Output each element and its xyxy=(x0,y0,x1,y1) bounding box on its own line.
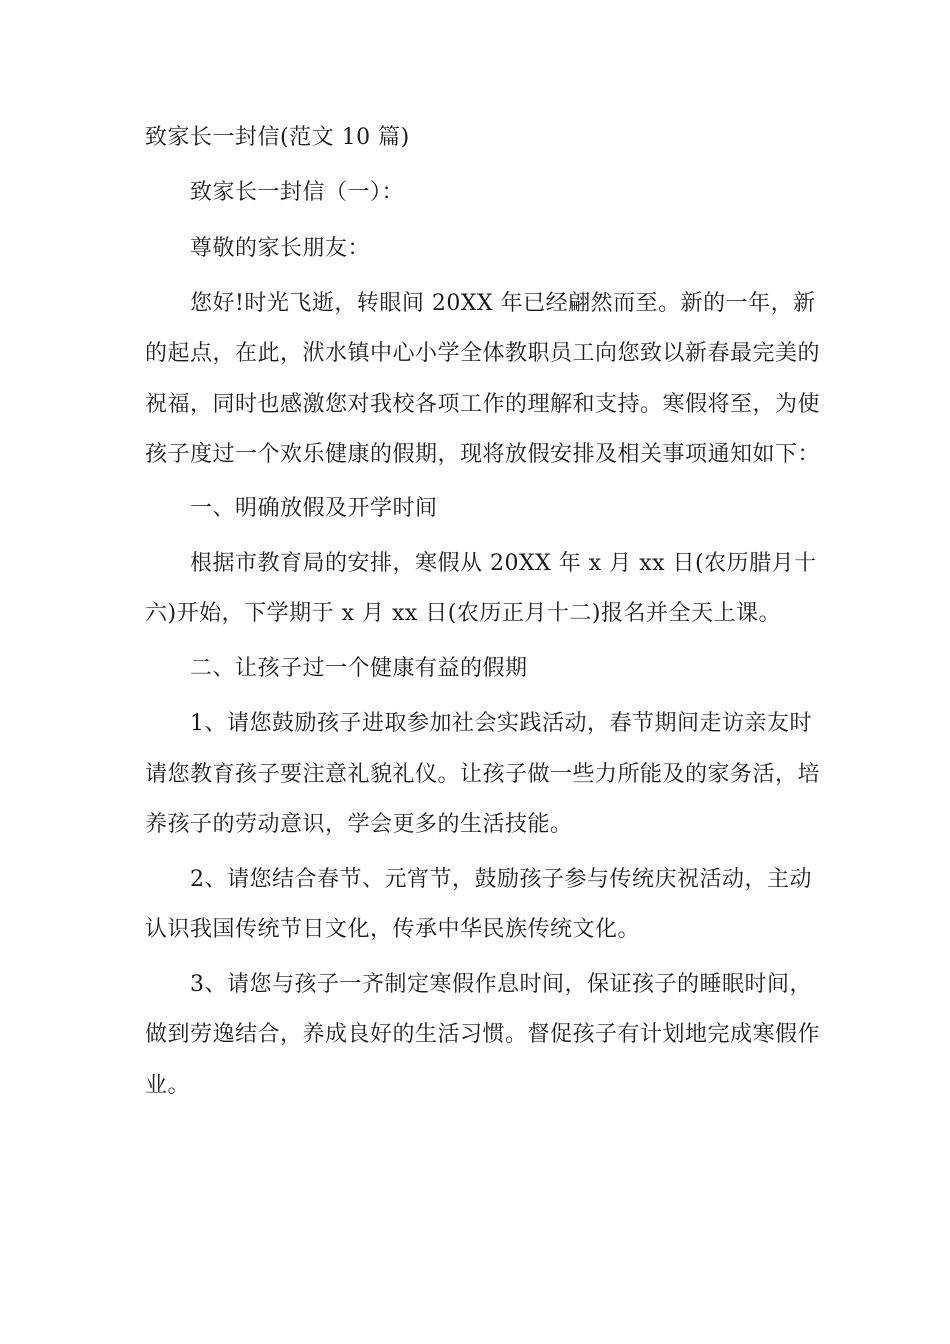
body-line: 六)开始，下学期于 x 月 xx 日(农历正月十二)报名并全天上课。 xyxy=(145,601,781,626)
letter-heading: 致家长一封信（一）： xyxy=(190,180,405,205)
body-line: 祝福，同时也感激您对我校各项工作的理解和支持。寒假将至，为使 xyxy=(145,392,821,417)
body-line: 养孩子的劳动意识，学会更多的生活技能。 xyxy=(145,812,573,837)
body-line: 您好!时光飞逝，转眼间 20XX 年已经翩然而至。新的一年，新 xyxy=(190,291,816,316)
document-title: 致家长一封信(范文 10 篇) xyxy=(145,125,410,150)
section-heading: 一、明确放假及开学时间 xyxy=(190,496,438,521)
salutation: 尊敬的家长朋友： xyxy=(190,236,371,261)
body-line: 认识我国传统节日文化，传承中华民族传统文化。 xyxy=(145,917,641,942)
body-line: 做到劳逸结合，养成良好的生活习惯。督促孩子有计划地完成寒假作 xyxy=(145,1022,821,1047)
body-line: 业。 xyxy=(145,1073,191,1098)
body-line: 请您教育孩子要注意礼貌礼仪。让孩子做一些力所能及的家务活，培 xyxy=(145,762,821,787)
body-line: 2、请您结合春节、元宵节，鼓励孩子参与传统庆祝活动，主动 xyxy=(190,867,812,892)
body-line: 根据市教育局的安排，寒假从 20XX 年 x 月 xx 日(农历腊月十 xyxy=(190,551,817,576)
body-line: 的起点，在此，洑水镇中心小学全体教职员工向您致以新春最完美的 xyxy=(145,341,821,366)
body-line: 3、请您与孩子一齐制定寒假作息时间，保证孩子的睡眠时间， xyxy=(190,972,812,997)
body-line: 1、请您鼓励孩子进取参加社会实践活动，春节期间走访亲友时 xyxy=(190,711,812,736)
body-line: 孩子度过一个欢乐健康的假期，现将放假安排及相关事项通知如下： xyxy=(145,442,821,467)
section-heading: 二、让孩子过一个健康有益的假期 xyxy=(190,656,528,681)
